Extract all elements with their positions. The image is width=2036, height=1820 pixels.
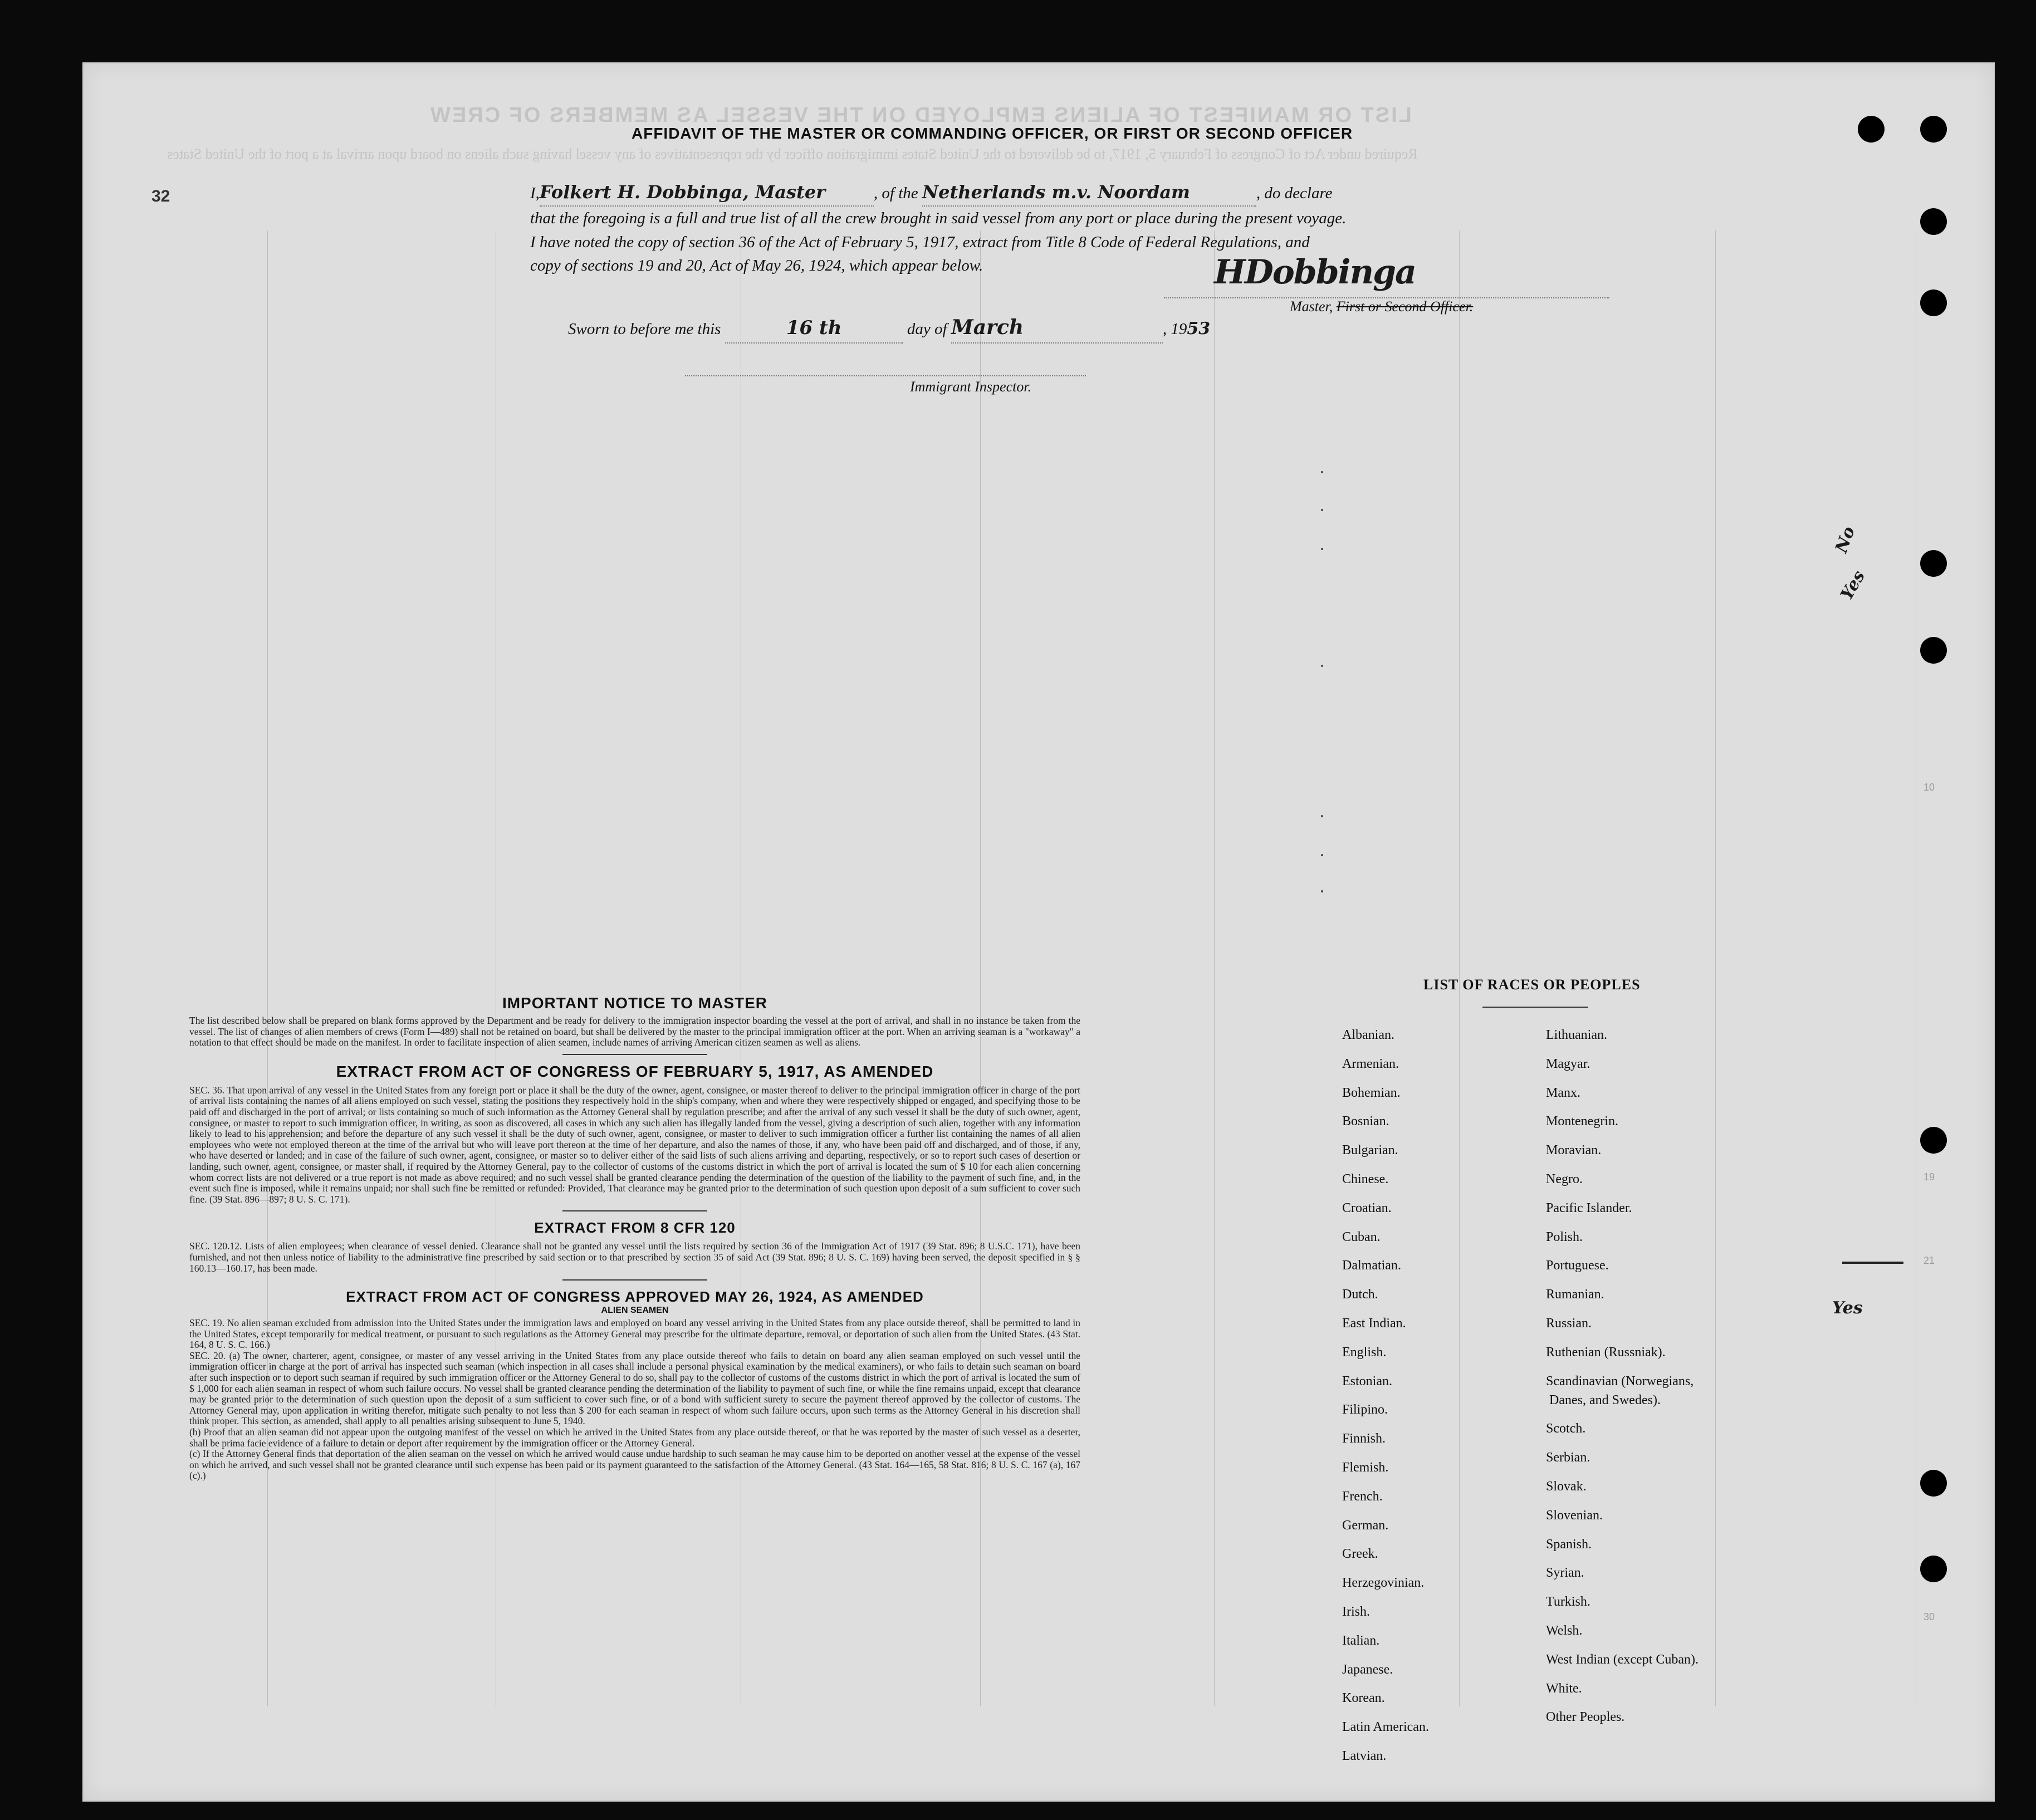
affidavit-declaration	[530, 179, 1622, 278]
affidavit-title: AFFIDAVIT OF THE MASTER OR COMMANDING OFFICER, OR FIRST OR SECOND OFFICER	[632, 125, 1353, 142]
race-item: Estonian.	[1342, 1373, 1392, 1389]
race-item: Korean.	[1342, 1691, 1385, 1706]
race-item: Lithuanian.	[1546, 1028, 1607, 1042]
race-item: Cuban.	[1342, 1229, 1381, 1244]
binder-hole	[1920, 1470, 1947, 1497]
race-item: Slovak.	[1546, 1479, 1587, 1494]
sworn-day: 16 th	[725, 315, 903, 344]
declaration-line-3: I have noted the copy of section 36 of the Act of February 5, 1917, extract from Title 8 Code of Federal Regulations, and	[530, 233, 1310, 251]
extract3-subheading: ALIEN SEAMEN	[601, 1306, 669, 1316]
left-margin-number: 32	[151, 187, 170, 205]
race-item: Bohemian.	[1342, 1085, 1401, 1100]
binder-hole	[1920, 208, 1947, 235]
race-item: Flemish.	[1342, 1460, 1389, 1475]
races-title: LIST OF RACES OR PEOPLES	[1423, 977, 1641, 993]
race-item: Irish.	[1342, 1605, 1370, 1619]
master-signature: HDobbinga	[1214, 253, 1416, 292]
race-item: French.	[1342, 1489, 1383, 1504]
race-item: Finnish.	[1342, 1431, 1386, 1446]
race-item: Greek.	[1342, 1547, 1378, 1562]
vessel-name: Netherlands m.v. Noordam	[922, 179, 1256, 207]
declaration-line-4: copy of sections 19 and 20, Act of May 26, 1924, which appear below.	[530, 257, 983, 275]
ghost-header-sub: Required under Act of Congress of February 5, 1917, to be delivered to the United States immigration officer by the representatives of any vessel having such aliens on board upon arrival at a port of the United States	[167, 146, 1418, 162]
race-item: Japanese.	[1342, 1662, 1393, 1677]
binder-hole	[1858, 116, 1885, 143]
races-title-rule	[1482, 1007, 1588, 1008]
race-item: Filipino.	[1342, 1402, 1388, 1417]
declaration-line-1: I,Folkert H. Dobbinga, Master , of the Netherlands m.v. Noordam , do declare	[530, 179, 1622, 207]
extract2-body: SEC. 120.12. Lists of alien employees; when clearance of vessel denied. Clearance shall not be granted any vessel until the lists required by section 36 of the Immigration Act of 1917 (39 Stat. 896; 8 U.S.C. 171), have been furnished, and not then unless notice of liability to the administrative fine prescribed by said section or to that prescribed by section 35 of said Act (39 Stat. 896; 8 U. S. C. 169) having been served, the deposit specified in § § 160.13—160.17, has been made.	[189, 1240, 1080, 1274]
race-item: Spanish.	[1546, 1537, 1592, 1552]
extract1-body: SEC. 36. That upon arrival of any vessel in the United States from any foreign port or place it shall be the duty of the owner, agent, consignee, or master thereof to deliver to the principal immigration officer in charge of the port of arrival lists containing the names of all aliens employed on such vessel, stating the positions they respectively hold in the ship's company, when and where they were respectively shipped or engaged, and specifying those to be paid off and discharged in the port of arrival; or lists containing so much of such information as the Attorney General shall by regulation prescribe; and after the arrival of any such vessel it shall be the duty of such owner, agent, consignee, or master to report to such immigration officer, in writing, as soon as discovered, all cases in which any such alien has illegally landed from the vessel, giving a description of such alien, together with any information likely to lead to his apprehension; and before the departure of any such vessel it shall be the duty of such owner, agent, consignee, or master to deliver to such immigration officer a further list containing the names of all alien employees who were not employed thereon at the time of the arrival but who will leave port thereon at the time of her departure, and also the names of those, if any, who have been paid off and discharged, and of those, if any, who have deserted or landed; and in case of the failure of such owner, agent, consignee, or master so to deliver either of the said lists of such aliens arriving and departing, respectively, or so to report such cases of desertion or landing, such owner, agent, consignee, or master shall, if required by the Attorney General, pay to the collector of customs of the customs district in which the port of arrival is located the sum of $ 10 for each alien concerning whom correct lists are not delivered or a true report is not made as above required; and no such vessel shall be granted clearance pending the determination of the question of the liability to the payment of such fine, and, in the event such fine is imposed, while it remains unpaid; nor shall such fine be remitted or refunded: Provided, That clearance may be granted prior to the determination of such question upon deposit of a sum sufficient to cover such fine. (39 Stat. 896—897; 8 U. S. C. 171).	[189, 1084, 1080, 1205]
race-item: Chinese.	[1342, 1172, 1389, 1186]
race-item: English.	[1342, 1345, 1387, 1360]
race-item: White.	[1546, 1681, 1582, 1696]
master-name: Folkert H. Dobbinga, Master	[540, 179, 874, 207]
hand-mark-yes-1: Yes	[1837, 567, 1869, 604]
race-item: Negro.	[1546, 1172, 1583, 1186]
race-item: Scotch.	[1546, 1421, 1586, 1436]
race-item: Latvian.	[1342, 1749, 1387, 1763]
race-item: Portuguese.	[1546, 1258, 1609, 1273]
race-item: Other Peoples.	[1546, 1710, 1625, 1725]
extract3-body: SEC. 19. No alien seaman excluded from admission into the United States under the immigration laws and employed on board any vessel arriving in the United States from any place outside thereof, shall be permitted to land in the United States, except temporarily for medical treatment, or pursuant to such regulations as the Attorney General may prescribe for the ultimate departure, removal, or deportation of such alien from the United States. (43 Stat. 164, 8 U. S. C. 166.) SEC. 20. (a) The owner, charterer, agent, consignee, or master of any vessel arriving in the United States from any place outside thereof who fails to detain on board any alien seaman employed on such vessel until the immigration officer in charge at the port of arrival has inspected such seaman (which inspection in all cases shall include a personal physical examination by the medical examiners), or who fails to detain such seaman on board after such inspection or to deport such seaman if required by such immigration officer or the Attorney General to do so, shall pay to the collector of customs of the customs district in which the port of arrival is located the sum of $ 1,000 for each alien seaman in respect of whom such failure occurs. No vessel shall be granted clearance pending the determination of the liability to payment of such fine, or while the fine remains unpaid, except that clearance may be granted prior to the determination of such question upon the deposit of a sum sufficient to cover such fine, or of a bond with sufficient surety to secure the payment thereof approved by the collector of customs. The Attorney General may, upon application in writing therefor, mitigate such penalty to not less than $ 200 for each seaman in respect of whom such failure occurs, upon such terms as the Attorney General in his discretion shall think proper. This section, as amended, shall apply to all penalties arising subsequent to June 5, 1940. (b) Proof that an alien seaman did not appear upon the outgoing manifest of the vessel on which he arrived in the United States from any place outside thereof, or that he was reported by the master of such vessel as a deserter, shall be prima facie evidence of a failure to detain or deport after requirement by the immigration officer or the Attorney General. (c) If the Attorney General finds that deportation of the alien seaman on the vessel on which he arrived would cause undue hardship to such seaman he may cause him to be deported on another vessel at the expense of the vessel on which he arrived, and such vessel shall not be granted clearance until such expense has been paid or its payment guaranteed to the satisfaction of the Attorney General. (43 Stat. 164—165, 58 Stat. 816; 8 U. S. C. 167 (a), 167 (c).)	[189, 1317, 1080, 1481]
race-item: Dalmatian.	[1342, 1258, 1401, 1273]
extract2-heading: EXTRACT FROM 8 CFR 120	[534, 1219, 736, 1237]
binder-hole	[1920, 550, 1947, 577]
race-item: Bulgarian.	[1342, 1143, 1398, 1158]
race-item: Magyar.	[1546, 1056, 1590, 1071]
race-item: West Indian (except Cuban).	[1546, 1652, 1699, 1667]
race-item: German.	[1342, 1518, 1389, 1533]
race-item: Latin American.	[1342, 1720, 1429, 1735]
race-item: Armenian.	[1342, 1056, 1399, 1071]
ghost-header	[429, 104, 1988, 127]
sworn-line: Sworn to before me this 16 th day of March , 1953	[568, 313, 1459, 344]
binder-hole	[1920, 1556, 1947, 1582]
race-item: Pacific Islander.	[1546, 1200, 1632, 1215]
race-item: Turkish.	[1546, 1595, 1590, 1610]
sworn-year: 53	[1187, 319, 1211, 339]
race-item: East Indian.	[1342, 1316, 1406, 1331]
race-item: Herzegovinian.	[1342, 1576, 1425, 1591]
binder-hole	[1920, 1127, 1947, 1154]
race-item: Italian.	[1342, 1633, 1380, 1648]
race-item: Moravian.	[1546, 1143, 1602, 1158]
declaration-line-2: that the foregoing is a full and true list of all the crew brought in said vessel from any port or place during the present voyage.	[530, 209, 1347, 228]
race-item: Polish.	[1546, 1229, 1583, 1244]
race-item: Dutch.	[1342, 1287, 1378, 1302]
race-item: Montenegrin.	[1546, 1114, 1618, 1129]
extract3-heading: EXTRACT FROM ACT OF CONGRESS APPROVED MAY 26, 1924, AS AMENDED	[346, 1288, 924, 1306]
sworn-month: March	[951, 313, 1163, 344]
binder-hole	[1920, 637, 1947, 664]
hand-mark-yes-2: Yes	[1832, 1298, 1863, 1318]
important-notice	[189, 994, 1080, 1481]
race-item: Serbian.	[1546, 1450, 1590, 1465]
race-item: Manx.	[1546, 1085, 1580, 1100]
race-item: Croatian.	[1342, 1200, 1392, 1215]
manifest-sheet: LIST OR MANIFEST OF ALIENS EMPLOYED ON THE VESSEL AS MEMBERS OF CREW Required under Act of Congress of February 5, 1917, to be delivered to the United States immigration officer by the representatives of any vessel having such aliens on board upon arrival at a port of the United States 32 10 19 21 30 No Yes Yes AFFIDAVIT OF THE MASTER OR COMMANDING OFFICER, OR FIRST OR SECOND OFFICER I,Folkert H. Dobbinga, Master , of the Netherlands m.v. Noordam , do declare that the foregoing is a full and true list of all the crew brought in said vessel from any port or place during the present voyage. I have noted the copy of section 36 of the Act of February 5, 1917, extract from Title 8 Code of Federal Regulations, and copy of sections 19 and 20, Act of May 26, 1924, which appear below. HDobbinga Master, First or Second Officer. Sworn to before me this 16 th day of March , 1953 Immigrant Inspector. IMPORTANT NOTICE TO MASTER The list described below shall be prepared on blank forms approved by the Department and be ready for delivery to the immigration inspector boarding the vessel at the port of arrival, and shall in no instance be taken from the vessel. The list of changes of alien members of crews (Form I—489) shall not be retained on board, but shall be delivered by the master to the principal immigration officer at the port. When an arriving seaman is a "workaway" a notation to that effect should be made on the manifest. In order to facilitate inspection of alien seamen, include names of arriving American citizen seamen as well as aliens. EXTRACT FROM ACT OF CONGRESS OF FEBRUARY 5, 1917, AS AMENDED SEC. 36. That upon arrival of any vessel in the United States from any foreign port or place it shall be the duty of the owner, agent, consignee, or master thereof to deliver to the principal immigration officer in charge of the port of arrival lists containing the names of all aliens employed on such vessel, stating the positions they respectively hold in the ship's company, when and where they were respectively shipped or engaged, and specifying those to be paid off and discharged in the port of arrival; or lists containing so much of such information as the Attorney General shall by regulation prescribe; and after the arrival of any such vessel it shall be the duty of such owner, agent, consignee, or master to report to such immigration officer, in writing, as soon as discovered, all cases in which any such alien has illegally landed from the vessel, giving a description of such alien, together with any information likely to lead to his apprehension; and before the departure of any such vessel it shall be the duty of such owner, agent, consignee, or master to deliver to such immigration officer a further list containing the names of all alien employees who were not employed thereon at the time of the arrival but who will leave port thereon at the time of her departure, and also the names of those, if any, who have been paid off and discharged, and of those, if any, who have deserted or landed; and in case of the failure of such owner, agent, consignee, or master so to deliver either of the said lists of such aliens arriving and departing, respectively, or so to report such cases of desertion or landing, such owner, agent, consignee, or master shall, if required by the Attorney General, pay to the collector of customs of the customs district in which the port of arrival is located the sum of $ 10 for each alien concerning whom correct lists are not delivered or a true report is not made as above required; and no such vessel shall be granted clearance pending the determination of the question of the liability to the payment of such fine, and, in the event such fine is imposed, while it remains unpaid; nor shall such fine be remitted or refunded: Provided, That clearance may be granted prior to the determination of such question upon deposit of a sum sufficient to cover such fine. (39 Stat. 896—897; 8 U. S. C. 171). EXTRACT FROM 8 CFR 120 SEC. 120.12. Lists of alien employees; when clearance of vessel denied. Clearance shall not be granted any vessel until the lists required by section 36 of the Immigration Act of 1917 (39 Stat. 896; 8 U.S.C. 171), have been furnished, and not then unless notice of liability to the administrative fine prescribed by said section or to that prescribed by section 35 of said Act (39 Stat. 896; 8 U. S. C. 169) having been served, the deposit specified in § § 160.13—160.17, has been made. EXTRACT FROM ACT OF CONGRESS APPROVED MAY 26, 1924, AS AMENDED ALIEN SEAMEN SEC. 19. No alien seaman excluded from admission into the United States under the immigration laws and employed on board any vessel arriving in the United States from any place outside thereof, shall be permitted to land in the United States, except temporarily for medical treatment, or pursuant to such regulations as the Attorney General may prescribe for the ultimate departure, removal, or deportation of such alien from the United States. (43 Stat. 164, 8 U. S. C. 166.) SEC. 20. (a) The owner, charterer, agent, consignee, or master of any vessel arriving in the United States from any place outside thereof who fails to detain on board any alien seaman employed on such vessel until the immigration officer in charge at the port of arrival has inspected such seaman (which inspection in all cases shall include a personal physical examination by the medical examiners), or who fails to detain such seaman on board after such inspection or to deport such seaman if required by such immigration officer or the Attorney General to do so, shall pay to the collector of customs of the customs district in which the port of arrival is located the sum of $ 1,000 for each alien seaman in respect of whom such failure occurs. No vessel shall be granted clearance pending the determination of the liability to payment of such fine, or while the fine remains unpaid, except that clearance may be granted prior to the determination of such question upon the deposit of a sum sufficient to cover such fine, or of a bond with sufficient surety to secure the payment thereof approved by the collector of customs. The Attorney General may, upon application in writing therefor, mitigate such penalty to not less than $ 200 for each seaman in respect of whom such failure occurs, upon such terms as the Attorney General in his discretion shall think proper. This section, as amended, shall apply to all penalties arising subsequent to June 5, 1940. (b) Proof that an alien seaman did not appear upon the outgoing manifest of the vessel on which he arrived in the United States from any place outside thereof, or that he was reported by the master of such vessel as a deserter, shall be prima facie evidence of a failure to detain or deport after requirement by the immigration officer or the Attorney General. (c) If the Attorney General finds that deportation of the alien seaman on the vessel on which he arrived would cause undue hardship to such seaman he may cause him to be deported on another vessel at the expense of the vessel on which he arrived, and such vessel shall not be granted clearance until such expense has been paid or its payment guaranteed to the satisfaction of the Attorney General. (43 Stat. 164—165, 58 Stat. 816; 8 U. S. C. 167 (a), 167 (c).) LIST OF RACES OR PEOPLES Albanian. Armenian. Bohemian. Bosnian. Bulgarian. Chinese. Croatian. Cuban. Dalmatian. Dutch. East Indian. English. Estonian. Filipino. Finnish. Flemish. French. German. Greek. Herzegovinian. Irish. Italian. Japanese. Korean. Latin American. Latvian. Lithuanian. Magyar. Manx. Montenegrin. Moravian. Negro. Pacific Islander. Polish. Portuguese. Rumanian. Russian. Ruthenian (Russniak). Scandinavian (Norwegians, Danes, and Swedes). Scotch. Serbian. Slovak. Slovenian. Spanish. Syrian. Turkish. Welsh. West Indian (except Cuban). White. Other Peoples.	[82, 62, 1995, 1802]
race-item: Slovenian.	[1546, 1508, 1603, 1523]
race-item: Welsh.	[1546, 1623, 1583, 1638]
race-item: Scandinavian (Norwegians,	[1546, 1373, 1694, 1389]
race-item: Syrian.	[1546, 1566, 1584, 1581]
race-item: Ruthenian (Russniak).	[1546, 1345, 1666, 1360]
ghost-header-title: LIST OR MANIFEST OF ALIENS EMPLOYED ON THE VESSEL AS MEMBERS OF CREW	[429, 104, 1412, 127]
binder-hole	[1920, 116, 1947, 143]
notice-body: The list described below shall be prepared on blank forms approved by the Department and be ready for delivery to the immigration inspector boarding the vessel at the port of arrival, and shall in no instance be taken from the vessel. The list of changes of alien members of crews (Form I—489) shall not be retained on board, but shall be delivered by the master to the principal immigration officer at the port. When an arriving seaman is a "workaway" a notation to that effect should be made on the manifest. In order to facilitate inspection of alien seamen, include names of arriving American citizen seamen as well as aliens.	[189, 1015, 1080, 1048]
hand-mark-no: No	[1832, 524, 1859, 556]
signature-caption: Master, First or Second Officer.	[1290, 298, 1474, 315]
race-item: Bosnian.	[1342, 1114, 1389, 1129]
margin-arrow	[1842, 1262, 1903, 1264]
race-item: Albanian.	[1342, 1028, 1394, 1042]
inspector-caption: Immigrant Inspector.	[910, 379, 1032, 395]
extract1-heading: EXTRACT FROM ACT OF CONGRESS OF FEBRUARY 5, 1917, AS AMENDED	[336, 1062, 934, 1080]
race-item: Russian.	[1546, 1316, 1592, 1331]
binder-hole	[1920, 290, 1947, 316]
notice-heading: IMPORTANT NOTICE TO MASTER	[502, 994, 768, 1012]
race-item: Danes, and Swedes).	[1549, 1392, 1661, 1407]
race-item: Rumanian.	[1546, 1287, 1604, 1302]
